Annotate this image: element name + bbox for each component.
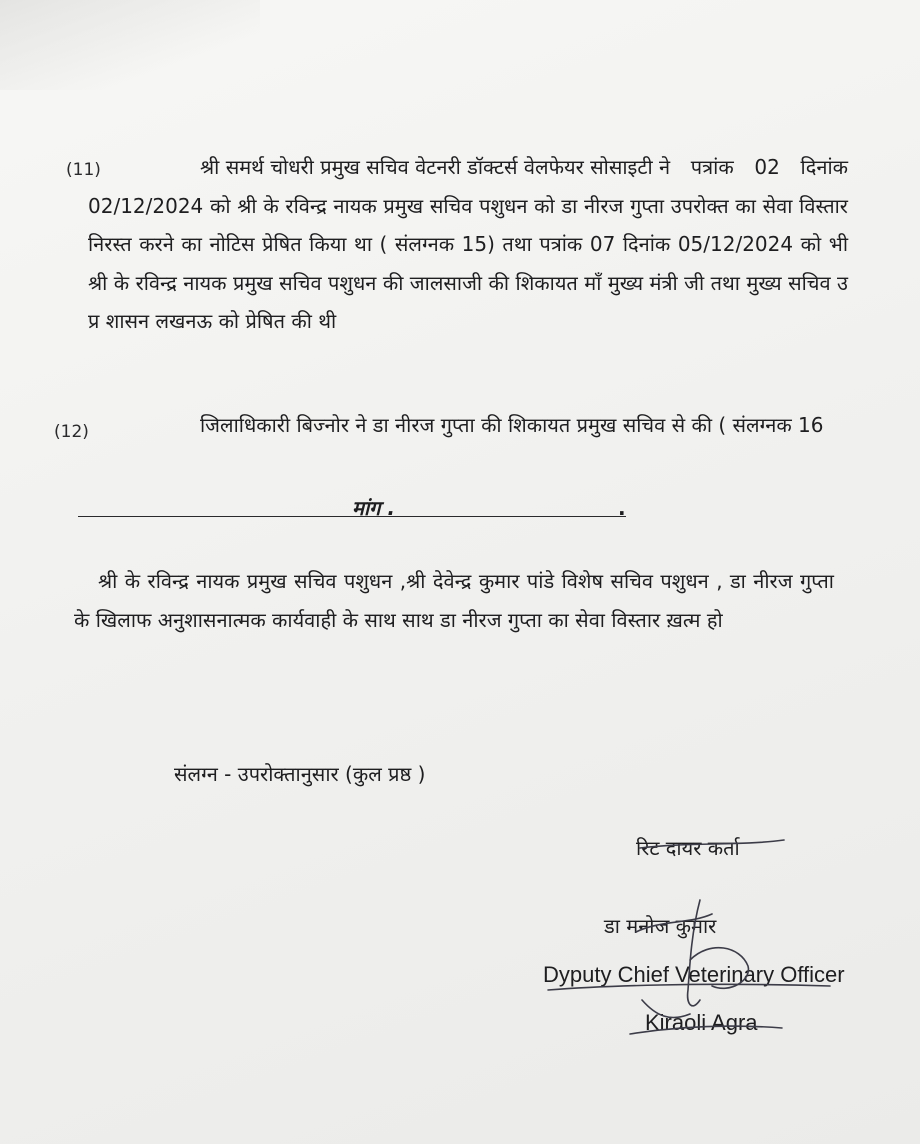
demand-heading: मांग . [352, 496, 395, 520]
signatory-name: डा मनोज कुमार [604, 914, 717, 938]
demand-heading-end-mark: . [618, 496, 626, 520]
demand-text: श्री के रविन्द्र नायक प्रमुख सचिव पशुधन ,श्री देवेन्द्र कुमार पांडे विशेष सचिव पशुधन , डा नीरज गुप्ता के खिलाफ अनुशासनात्मक कार्यवाही के साथ साथ डा नीरज गुप्ता का सेवा विस्तार ख़त्म हो [74, 569, 834, 632]
point-12-lead: जिलाधिकारी बिज्नोर ने डा नीरज गुप्ता की शिकायत प्रमुख सचिव से [200, 413, 686, 437]
point-11-paragraph [88, 148, 848, 341]
point-12-paragraph [84, 406, 844, 445]
point-11-body: पत्रांक 02 दिनांक 02/12/2024 को श्री के रविन्द्र नायक प्रमुख सचिव पशुधन को डा नीरज गुप्ता उपरोक्त का सेवा विस्तार निरस्त करने का नोटिस प्रेषित किया था ( संलग्नक 15) तथा पत्रांक 07 दिनांक 05/12/2024 को भी श्री के रविन्द्र नायक प्रमुख सचिव पशुधन की जालसाजी की शिकायत माँ मुख्य मंत्री जी तथा मुख्य सचिव उ प्र शासन लखनऊ को प्रेषित की थी [88, 155, 849, 333]
point-12-number: (12) [54, 422, 89, 442]
point-12-body: की ( संलग्नक 16 [691, 413, 824, 437]
point-11-number: (11) [66, 160, 101, 180]
petitioner-role: रिट दायर कर्ता [636, 836, 740, 860]
demand-paragraph [74, 562, 834, 640]
signatory-place: Kiraoli Agra [645, 1010, 758, 1035]
point-11-lead: श्री समर्थ चोधरी प्रमुख सचिव वेटनरी डॉक्टर्स वेलफेयर सोसाइटी ने [200, 155, 671, 179]
enclosure-note: संलग्न - उपरोक्तानुसार (कुल प्रष्ठ ) [174, 762, 426, 786]
signatory-designation: Dyputy Chief Veterinary Officer [543, 962, 845, 987]
paper-shadow [0, 0, 260, 90]
